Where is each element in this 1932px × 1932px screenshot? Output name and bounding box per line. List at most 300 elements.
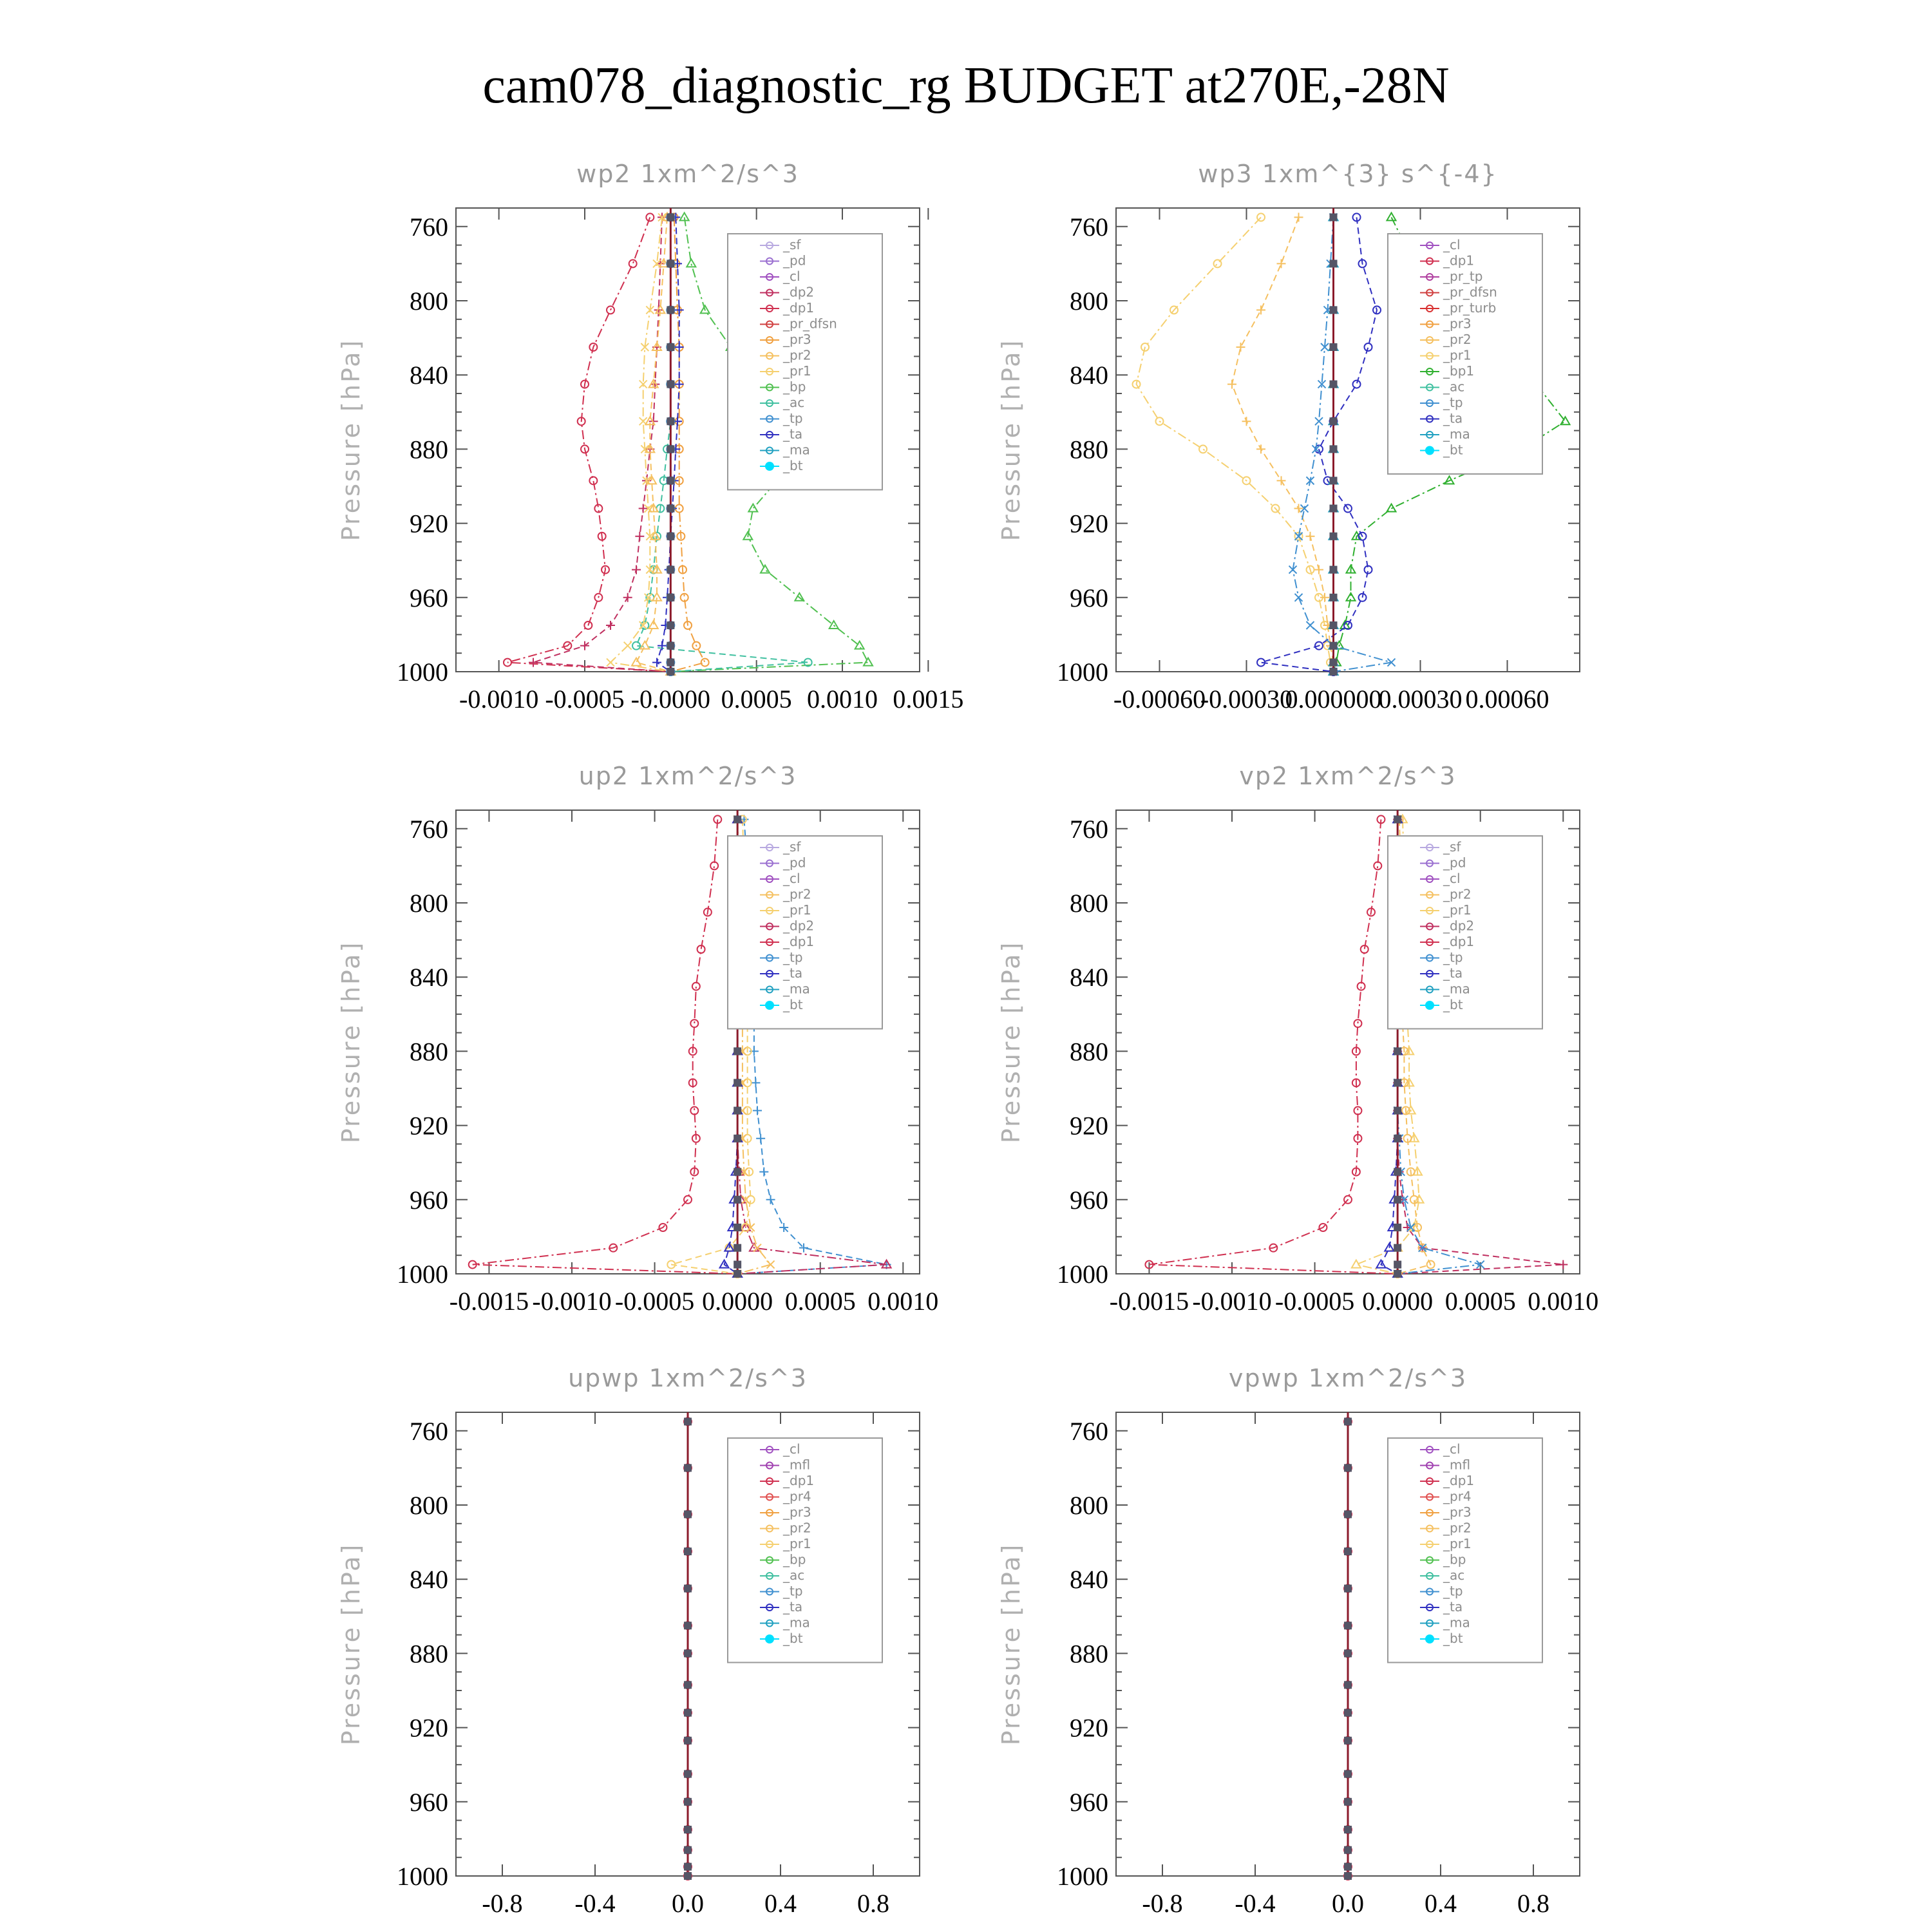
legend-label: _dp2	[783, 284, 815, 300]
data-point	[1365, 343, 1372, 351]
budget-marker	[667, 594, 674, 601]
y-tick-label: 1000	[397, 658, 448, 687]
data-point	[1307, 621, 1314, 629]
y-tick-label: 960	[410, 583, 448, 612]
legend-marker	[1425, 1001, 1434, 1010]
legend-label: _ac	[1443, 1567, 1465, 1583]
data-point	[1256, 305, 1265, 314]
panel-title: wp3 1xm^{3} s^{-4}	[1198, 160, 1498, 188]
budget-marker	[684, 1622, 692, 1629]
y-tick-label: 760	[1070, 1416, 1108, 1446]
x-tick-label: 0.0010	[867, 1287, 939, 1316]
legend-label: _ma	[1443, 426, 1470, 442]
y-tick-label: 920	[1070, 1713, 1108, 1743]
legend-label: _ac	[783, 1567, 805, 1583]
series-dp1	[1145, 815, 1401, 1278]
legend-label: _pr2	[1443, 332, 1472, 347]
y-tick-label: 880	[1070, 1639, 1108, 1669]
legend	[728, 234, 882, 490]
x-tick-label: 0.8	[857, 1889, 889, 1918]
legend-label: _pr_tp	[1443, 269, 1483, 284]
legend-label: _pr_turb	[1443, 300, 1497, 316]
legend-label: _pr1	[1443, 902, 1472, 918]
budget-marker	[667, 381, 674, 388]
data-point	[1242, 417, 1251, 426]
budget-marker	[667, 642, 674, 650]
data-point	[632, 658, 641, 666]
legend-label: _cl	[783, 1441, 800, 1457]
data-point	[1277, 476, 1286, 485]
legend-label: _ma	[783, 981, 810, 997]
budget-marker	[1394, 1224, 1401, 1231]
y-tick-label: 760	[410, 814, 448, 844]
budget-marker	[1394, 1244, 1401, 1252]
data-point	[759, 1168, 768, 1177]
budget-marker	[684, 1510, 692, 1518]
y-tick-label: 800	[410, 889, 448, 918]
legend-label: _tp	[1443, 949, 1463, 965]
budget-marker	[684, 1846, 692, 1854]
budget-marker	[1394, 1079, 1401, 1086]
series-line	[1137, 217, 1334, 672]
y-tick-label: 1000	[1057, 1862, 1108, 1891]
legend-label: _cl	[1443, 1441, 1461, 1457]
budget-marker	[734, 1261, 741, 1269]
y-tick-label: 920	[1070, 1111, 1108, 1141]
y-tick-label: 880	[410, 435, 448, 464]
legend-label: _tp	[1443, 1583, 1463, 1599]
series-pr1	[607, 213, 674, 676]
budget-marker	[684, 1826, 692, 1833]
data-point	[751, 1078, 760, 1087]
budget-marker	[1330, 213, 1338, 221]
legend-marker	[765, 1001, 774, 1010]
data-point	[1214, 260, 1222, 267]
panel-title: upwp 1xm^2/s^3	[568, 1364, 808, 1392]
data-point	[1354, 1107, 1361, 1115]
budget-marker	[667, 445, 674, 453]
budget-marker	[734, 815, 741, 823]
legend-label: _pr1	[1443, 347, 1472, 363]
budget-marker	[684, 1872, 692, 1880]
legend	[728, 1438, 882, 1663]
y-tick-label: 840	[410, 1565, 448, 1595]
x-tick-label: -0.00030	[1200, 685, 1293, 714]
legend-label: _ta	[783, 1599, 803, 1615]
data-point	[607, 659, 614, 667]
legend-label: _dp1	[1443, 252, 1475, 269]
legend-label: _pr4	[783, 1488, 811, 1504]
data-point	[1236, 343, 1245, 352]
legend-label: _ta	[1443, 1599, 1463, 1615]
data-point	[1277, 259, 1286, 268]
budget-marker	[1344, 1863, 1352, 1871]
y-tick-label: 800	[1070, 1491, 1108, 1520]
budget-marker	[734, 1224, 741, 1231]
data-point	[649, 621, 658, 629]
series-line	[1293, 217, 1392, 672]
legend-label: _ma	[783, 442, 810, 458]
legend-label: _bp1	[1443, 363, 1475, 379]
budget-marker	[1330, 594, 1338, 601]
budget-marker	[1394, 1196, 1401, 1204]
series-line	[1232, 217, 1334, 672]
x-tick-label: 0.0005	[1444, 1287, 1516, 1316]
y-tick-label: 880	[410, 1037, 448, 1066]
budget-marker	[1330, 668, 1338, 676]
y-tick-label: 840	[410, 963, 448, 992]
x-tick-label: 0.8	[1517, 1889, 1549, 1918]
legend-label: _cl	[1443, 237, 1461, 252]
budget-marker	[1330, 659, 1338, 667]
legend-label: _bt	[1443, 442, 1463, 458]
legend-label: _pr3	[1443, 316, 1472, 332]
x-tick-label: -0.0005	[545, 685, 625, 714]
budget-marker	[667, 505, 674, 513]
budget-marker	[1394, 1135, 1401, 1142]
legend-label: _ta	[1443, 410, 1463, 426]
data-point	[632, 565, 641, 574]
data-point	[766, 1195, 775, 1204]
data-point	[1314, 565, 1323, 574]
budget-marker	[734, 1196, 741, 1204]
y-tick-label: 760	[410, 212, 448, 242]
legend-label: _pr3	[783, 332, 811, 347]
budget-marker	[1344, 1681, 1352, 1689]
data-point	[646, 213, 654, 221]
x-tick-label: 0.00060	[1465, 685, 1549, 714]
legend-label: _bp	[1443, 1551, 1466, 1567]
data-point	[1294, 213, 1303, 222]
legend-label: _bt	[1443, 997, 1463, 1012]
chart-panel-vpwp	[997, 1364, 1580, 1918]
budget-marker	[684, 1681, 692, 1689]
y-tick-label: 880	[1070, 435, 1108, 464]
legend-label: _pr4	[1443, 1488, 1472, 1504]
y-tick-label: 920	[1070, 509, 1108, 538]
legend-label: _dp1	[1443, 934, 1475, 949]
data-point	[753, 1106, 762, 1115]
budget-marker	[1344, 1464, 1352, 1472]
budget-marker	[1330, 566, 1338, 574]
data-point	[624, 642, 632, 650]
y-tick-label: 840	[1070, 963, 1108, 992]
y-axis-label: Pressure [hPa]	[997, 338, 1025, 542]
chart-panel-wp3	[997, 160, 1580, 714]
budget-marker	[1330, 477, 1338, 484]
data-point	[1387, 213, 1396, 220]
y-tick-label: 960	[410, 1787, 448, 1817]
budget-marker	[667, 417, 674, 425]
legend	[1388, 234, 1542, 474]
budget-marker	[667, 566, 674, 574]
legend-label: _sf	[783, 237, 801, 252]
legend-label: _ta	[1443, 965, 1463, 981]
legend-label: _pd	[783, 855, 806, 871]
y-axis-label: Pressure [hPa]	[997, 1542, 1025, 1746]
budget-marker	[1344, 1737, 1352, 1745]
legend-label: _bt	[1443, 1631, 1463, 1646]
budget-marker	[1394, 1261, 1401, 1269]
y-tick-label: 760	[410, 1416, 448, 1446]
legend-label: _mfl	[1443, 1457, 1471, 1473]
legend-label: _ta	[783, 426, 803, 442]
y-tick-label: 920	[410, 1713, 448, 1743]
budget-marker	[1344, 1649, 1352, 1657]
series-tp	[1289, 213, 1396, 676]
budget-marker	[1344, 1826, 1352, 1833]
legend-label: _pr3	[1443, 1504, 1472, 1520]
y-tick-label: 960	[410, 1185, 448, 1215]
legend-label: _dp1	[783, 300, 815, 316]
legend-label: _ac	[1443, 379, 1465, 395]
legend-label: _ma	[783, 1615, 810, 1631]
legend-label: _tp	[783, 949, 803, 965]
series-line	[636, 217, 670, 672]
y-tick-label: 840	[1070, 361, 1108, 390]
data-point	[864, 658, 873, 666]
budget-marker	[1344, 1585, 1352, 1593]
x-tick-label: 0.000000	[1285, 685, 1382, 714]
budget-marker	[667, 659, 674, 667]
x-tick-label: -0.0015	[449, 1287, 529, 1316]
legend-label: _tp	[783, 410, 803, 426]
x-tick-label: -0.8	[1142, 1889, 1183, 1918]
y-axis-label: Pressure [hPa]	[337, 940, 365, 1144]
budget-marker	[667, 260, 674, 267]
legend-label: _cl	[783, 269, 800, 284]
legend-label: _pr1	[783, 902, 811, 918]
chart-panel-upwp	[337, 1364, 920, 1918]
legend-label: _pr1	[783, 363, 811, 379]
y-tick-label: 760	[1070, 814, 1108, 844]
data-point	[756, 1134, 765, 1143]
budget-marker	[684, 1417, 692, 1425]
data-point	[606, 621, 615, 630]
y-tick-label: 1000	[1057, 1260, 1108, 1289]
legend-label: _pr_dfsn	[783, 316, 837, 332]
budget-marker	[684, 1798, 692, 1806]
budget-marker	[667, 343, 674, 351]
y-tick-label: 840	[410, 361, 448, 390]
x-tick-label: 0.0010	[807, 685, 878, 714]
legend-label: _dp1	[783, 1473, 815, 1488]
legend-label: _ma	[1443, 981, 1470, 997]
data-point	[701, 659, 709, 667]
y-tick-label: 1000	[397, 1260, 448, 1289]
data-point	[1306, 532, 1315, 541]
data-point	[658, 641, 667, 650]
legend-marker	[765, 462, 774, 471]
panel-title: wp2 1xm^2/s^3	[576, 160, 799, 188]
page-title: cam078_diagnostic_rg BUDGET at270E,-28N	[482, 57, 1450, 114]
budget-marker	[1344, 1872, 1352, 1880]
x-tick-label: -0.0000	[630, 685, 710, 714]
y-tick-label: 880	[410, 1639, 448, 1669]
series-pr3	[667, 213, 708, 676]
budget-marker	[734, 1079, 741, 1086]
legend-label: _mfl	[783, 1457, 811, 1473]
legend-label: _pr1	[783, 1536, 811, 1551]
budget-marker	[1330, 260, 1338, 267]
legend-label: _dp1	[783, 934, 815, 949]
budget-marker	[1394, 815, 1401, 823]
series-line	[1149, 819, 1397, 1274]
y-tick-label: 800	[1070, 889, 1108, 918]
series-line	[473, 819, 737, 1274]
data-point	[692, 983, 700, 990]
budget-marker	[667, 477, 674, 484]
x-tick-label: -0.0015	[1109, 1287, 1189, 1316]
budget-marker	[1330, 621, 1338, 629]
legend-label: _bp	[783, 379, 806, 395]
budget-marker	[734, 1107, 741, 1115]
x-tick-label: -0.0010	[1192, 1287, 1272, 1316]
legend-label: _bt	[783, 997, 803, 1012]
x-tick-label: 0.0005	[721, 685, 792, 714]
budget-marker	[734, 1135, 741, 1142]
legend-label: _pr2	[783, 347, 811, 363]
legend-label: _pr2	[783, 886, 811, 902]
panel-title: vpwp 1xm^2/s^3	[1228, 1364, 1468, 1392]
legend-label: _tp	[1443, 395, 1463, 410]
budget-marker	[667, 213, 674, 221]
legend-label: _bp	[783, 1551, 806, 1567]
x-tick-label: -0.0005	[1274, 1287, 1355, 1316]
y-tick-label: 960	[1070, 1787, 1108, 1817]
y-axis-label: Pressure [hPa]	[997, 940, 1025, 1144]
chart-panel-up2	[337, 762, 938, 1316]
x-tick-label: 0.4	[764, 1889, 797, 1918]
budget-marker	[667, 621, 674, 629]
x-tick-label: -0.0010	[532, 1287, 612, 1316]
legend-label: _pr1	[1443, 1536, 1472, 1551]
x-tick-label: -0.4	[574, 1889, 616, 1918]
legend-label: _sf	[783, 839, 801, 855]
budget-marker	[1344, 1622, 1352, 1629]
x-tick-label: 0.0	[672, 1889, 704, 1918]
budget-marker	[1330, 417, 1338, 425]
budget-marker	[1394, 1047, 1401, 1055]
series-dp1	[504, 213, 674, 676]
x-tick-label: -0.0010	[459, 685, 539, 714]
data-point	[635, 532, 644, 541]
budget-marker	[667, 306, 674, 314]
budget-marker	[734, 1047, 741, 1055]
y-tick-label: 760	[1070, 212, 1108, 242]
budget-marker	[1330, 343, 1338, 351]
series-line	[611, 217, 670, 672]
y-tick-label: 840	[1070, 1565, 1108, 1595]
legend	[1388, 1438, 1542, 1663]
x-tick-label: 0.0005	[784, 1287, 856, 1316]
data-point	[1256, 444, 1265, 453]
budget-marker	[684, 1649, 692, 1657]
legend-label: _dp2	[1443, 918, 1475, 934]
budget-marker	[1394, 1107, 1401, 1115]
budget-marker	[1330, 533, 1338, 540]
legend	[728, 836, 882, 1029]
budget-marker	[734, 1270, 741, 1278]
y-tick-label: 880	[1070, 1037, 1108, 1066]
data-point	[690, 1107, 698, 1115]
legend-label: _cl	[783, 871, 800, 886]
series-ta	[1257, 213, 1381, 676]
legend-marker	[765, 1634, 774, 1643]
x-tick-label: -0.0005	[614, 1287, 695, 1316]
y-tick-label: 960	[1070, 1185, 1108, 1215]
budget-marker	[684, 1709, 692, 1717]
data-point	[1315, 417, 1323, 425]
legend-marker	[1425, 446, 1434, 455]
budget-marker	[1330, 306, 1338, 314]
legend-label: _pr_dfsn	[1443, 284, 1497, 300]
budget-marker	[1344, 1417, 1352, 1425]
legend-marker	[1425, 1634, 1434, 1643]
budget-marker	[1344, 1548, 1352, 1555]
data-point	[1354, 1019, 1361, 1027]
legend-label: _ma	[1443, 1615, 1470, 1631]
legend-label: _bt	[783, 1631, 803, 1646]
data-point	[767, 1261, 775, 1269]
legend-label: _cl	[1443, 871, 1461, 886]
data-point	[1199, 445, 1207, 453]
data-point	[652, 658, 661, 667]
data-point	[529, 658, 538, 667]
data-point	[761, 565, 770, 573]
y-tick-label: 920	[410, 509, 448, 538]
panel-title: up2 1xm^2/s^3	[578, 762, 797, 790]
legend-label: _dp2	[783, 918, 815, 934]
x-tick-label: 0.0000	[1362, 1287, 1434, 1316]
series-line	[507, 217, 670, 672]
budget-marker	[1330, 642, 1338, 650]
data-point	[855, 641, 864, 649]
budget-marker	[1330, 505, 1338, 513]
x-tick-label: 0.0	[1332, 1889, 1364, 1918]
legend-label: _tp	[783, 1583, 803, 1599]
x-tick-label: 0.0015	[893, 685, 964, 714]
data-point	[623, 593, 632, 602]
x-tick-label: 0.00030	[1378, 685, 1463, 714]
data-point	[690, 1019, 698, 1027]
budget-marker	[1344, 1798, 1352, 1806]
budget-marker	[1330, 445, 1338, 453]
budget-marker	[684, 1770, 692, 1778]
y-tick-label: 1000	[1057, 658, 1108, 687]
data-point	[1353, 381, 1361, 388]
budget-marker	[684, 1737, 692, 1745]
chart-panel-wp2	[337, 160, 963, 714]
legend-label: _pr2	[1443, 1520, 1472, 1536]
x-tick-label: -0.00060	[1113, 685, 1206, 714]
data-point	[639, 504, 648, 513]
panel-title: vp2 1xm^2/s^3	[1239, 762, 1457, 790]
y-tick-label: 800	[410, 1491, 448, 1520]
data-point	[1558, 1260, 1567, 1269]
y-tick-label: 960	[1070, 583, 1108, 612]
budget-marker	[684, 1464, 692, 1472]
data-point	[1358, 983, 1365, 990]
data-point	[640, 641, 649, 649]
budget-marker	[684, 1548, 692, 1555]
y-tick-label: 1000	[397, 1862, 448, 1891]
budget-marker	[1394, 1168, 1401, 1176]
x-tick-label: -0.8	[482, 1889, 523, 1918]
budget-marker	[1344, 1709, 1352, 1717]
series-line	[1261, 217, 1377, 672]
budget-marker	[734, 1244, 741, 1252]
